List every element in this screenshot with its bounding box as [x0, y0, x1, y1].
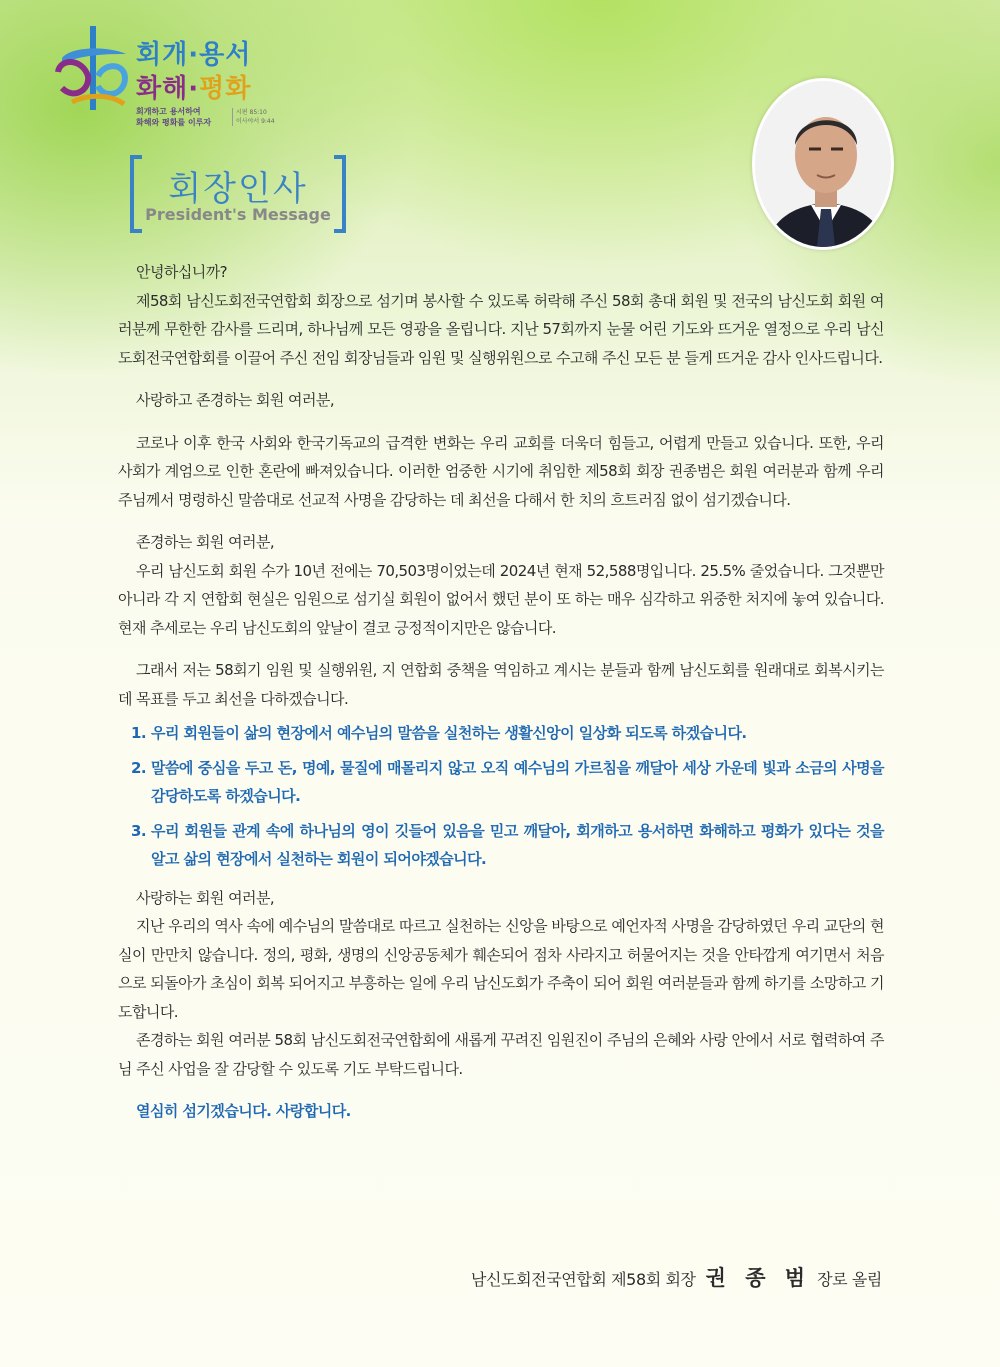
organization-logo — [52, 24, 275, 134]
logo-title-line1: 회개·용서 — [136, 40, 252, 70]
page-title-korean: 회장인사 — [168, 169, 308, 209]
paragraph-5: 지난 우리의 역사 속에 예수님의 말씀대로 따르고 실천하는 신앙을 바탕으로 예언자적 사명을 감당하였던 우리 교단의 현실이 만만치 않습니다. 정의, 평화, 생명의 신앙공동체가 훼손되어 점차 사라지고 허물어지는 것을 안타깝게 여기면서 처음으로 되돌아가 초심이 회복 되어지고 부흥하는 일에 우리 남신도회가 주축이 되어 회원 여러분들과 함께 하기를 소망하고 기도합니다. — [118, 917, 884, 1021]
salutation-3: 존경하는 회원 여러분, — [136, 533, 275, 551]
logo-slogan-line1: 회개하고 용서하여 — [136, 107, 201, 116]
signature-org: 남신도회전국연합회 제58회 회장 — [470, 1270, 696, 1289]
list-item-text: 말씀에 중심을 두고 돈, 명예, 물질에 매몰리지 않고 오직 예수님의 가르침을 깨달아 세상 가운데 빛과 소금의 사명을 감당하도록 하겠습니다. — [151, 758, 884, 805]
logo-verse-reference — [232, 108, 275, 126]
logo-title-line2 — [136, 68, 251, 105]
list-item-number: 3. — [130, 821, 146, 840]
signature — [471, 1262, 882, 1292]
list-item-number: 2. — [130, 758, 146, 777]
president-portrait-icon — [752, 78, 894, 250]
logo-title-line2-a: 화해· — [136, 74, 200, 104]
salutation-4: 사랑하는 회원 여러분, — [136, 888, 275, 907]
logo-slogan-line2: 화해와 평화를 이루자 — [136, 118, 212, 127]
list-item-number: 1. — [130, 724, 146, 742]
logo-verse-line2: 이사야서 9:44 — [236, 118, 275, 125]
cross-dove-emblem-icon — [52, 24, 134, 114]
list-item — [118, 719, 884, 748]
list-item — [118, 817, 884, 874]
greeting: 안녕하십니까? — [136, 263, 228, 281]
list-item-text: 우리 회원들 관계 속에 하나님의 영이 깃들어 있음을 믿고 깨달아, 회개하고 용서하면 화해하고 평화가 있다는 것을 알고 삶의 현장에서 실천하는 회원이 되어야겠습니다. — [151, 821, 884, 868]
salutation-2: 사랑하고 존경하는 회원 여러분, — [136, 391, 335, 409]
page-title — [130, 155, 346, 235]
logo-slogan — [136, 106, 232, 128]
message-body — [118, 258, 884, 1126]
signature-suffix: 장로 올림 — [817, 1270, 882, 1289]
list-item — [118, 754, 884, 811]
paragraph-3: 우리 남신도회 회원 수가 10년 전에는 70,503명이었는데 2024년 현재 52,588명입니다. 25.5% 줄었습니다. 그것뿐만 아니라 각 지 연합회 현실은 임원으로 섬기실 회원이 없어서 했던 분이 또 하는 매우 심각하고 위중한 처지에 놓여 있습니다. 현재 추세로는 우리 남신도회의 앞날이 결코 긍정적이지만은 않습니다. — [118, 561, 884, 637]
page-title-english: President's Message — [145, 205, 331, 224]
goals-list — [118, 719, 884, 874]
closing-line: 열심히 섬기겠습니다. 사랑합니다. — [136, 1102, 351, 1120]
logo-verse-line1: 시편 85:10 — [236, 109, 267, 116]
logo-title-line2-b: 평화 — [199, 74, 252, 104]
paragraph-6: 존경하는 회원 여러분 58회 남신도회전국연합회에 새롭게 꾸려진 임원진이 주님의 은혜와 사랑 안에서 서로 협력하여 주님 주신 사업을 잘 감당할 수 있도록 기도 부탁드립니다. — [118, 1031, 884, 1078]
signature-name: 권 종 범 — [705, 1266, 812, 1290]
paragraph-1: 제58회 남신도회전국연합회 회장으로 섬기며 봉사할 수 있도록 허락해 주신 58회 총대 회원 및 전국의 남신도회 회원 여러분께 무한한 감사를 드리며, 하나님께 모든 영광을 올립니다. 지난 57회까지 눈물 어린 기도와 뜨거운 열정으로 우리 남신도회전국연합회를 이끌어 주신 전임 회장님들과 임원 및 실행위원으로 수고해 주신 모든 분 들게 뜨거운 감사 인사드립니다. — [118, 291, 884, 367]
list-item-text: 우리 회원들이 삶의 현장에서 예수님의 말씀을 실천하는 생활신앙이 일상화 되도록 하겠습니다. — [151, 724, 747, 742]
paragraph-4: 그래서 저는 58회기 임원 및 실행위원, 지 연합회 중책을 역임하고 계시는 분들과 함께 남신도회를 원래대로 회복시키는데 목표를 두고 최선을 다하겠습니다. — [118, 661, 884, 708]
paragraph-2: 코로나 이후 한국 사회와 한국기독교의 급격한 변화는 우리 교회를 더욱더 힘들고, 어렵게 만들고 있습니다. 또한, 우리 사회가 계엄으로 인한 혼란에 빠져있습니다. 이러한 엄중한 시기에 취임한 제58회 회장 권종범은 회원 여러분과 함께 우리 주님께서 명령하신 말씀대로 선교적 사명을 감당하는 데 최선을 다해서 한 치의 흐트러짐 없이 섬기겠습니다. — [118, 433, 884, 509]
